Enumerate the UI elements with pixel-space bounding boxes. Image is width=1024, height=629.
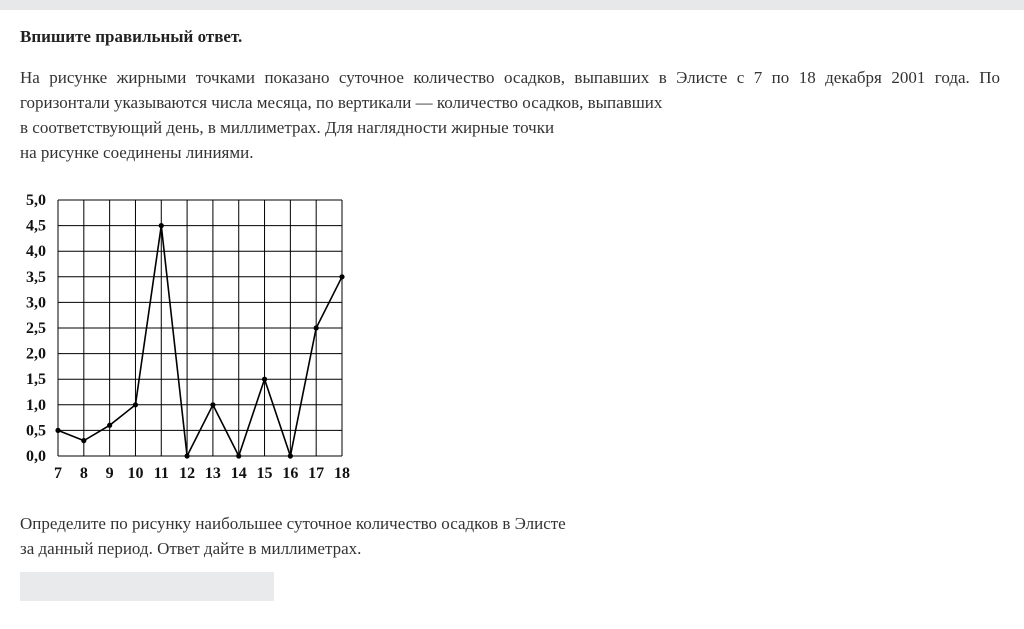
precipitation-chart	[18, 190, 363, 490]
data-point	[184, 453, 189, 458]
question-line-2: горизонтали указываются числа месяца, по вертикали — количество осадков, выпавших	[20, 93, 663, 112]
x-tick-label: 11	[153, 465, 169, 482]
y-tick-label: 0,5	[26, 422, 46, 440]
task-line-2: за данный период. Ответ дайте в миллиметрах.	[20, 539, 362, 558]
x-tick-label: 10	[127, 465, 144, 482]
x-tick-label: 13	[204, 465, 221, 482]
task-text	[20, 511, 566, 561]
y-tick-label: 4,0	[26, 243, 46, 261]
y-tick-label: 1,0	[26, 396, 46, 414]
answer-input[interactable]	[20, 572, 274, 601]
x-tick-label: 16	[282, 465, 299, 482]
data-point	[210, 402, 215, 407]
y-tick-label: 2,5	[26, 320, 46, 337]
y-tick-label: 1,5	[26, 371, 46, 389]
series-line	[58, 226, 342, 456]
data-point	[339, 274, 344, 279]
x-tick-label: 12	[179, 465, 196, 482]
data-point	[81, 438, 86, 443]
question-line-3: в соответствующий день, в миллиметрах. Для наглядности жирные точки	[20, 118, 555, 137]
task-line-1: Определите по рисунку наибольшее суточное количество осадков в Элисте	[20, 514, 566, 533]
x-tick-label: 18	[334, 465, 350, 482]
data-point	[262, 377, 267, 382]
data-point	[288, 453, 293, 458]
question-line-4: на рисунке соединены линиями.	[20, 143, 254, 162]
y-tick-label: 4,5	[26, 217, 46, 235]
y-tick-label: 2,0	[26, 345, 46, 363]
y-tick-label: 3,0	[26, 294, 46, 312]
x-tick-label: 9	[105, 465, 114, 482]
data-point	[133, 402, 138, 407]
data-point	[107, 423, 112, 428]
data-point	[55, 428, 60, 433]
x-tick-label: 8	[79, 465, 88, 482]
x-tick-label: 17	[308, 465, 325, 482]
top-bar	[0, 0, 1024, 10]
x-tick-label: 15	[256, 465, 273, 482]
data-point	[159, 223, 164, 228]
y-tick-label: 5,0	[26, 192, 46, 209]
x-tick-label: 14	[230, 465, 247, 482]
data-point	[314, 325, 319, 330]
question-text	[20, 65, 1000, 165]
instruction-heading: Впишите правильный ответ.	[20, 27, 243, 46]
chart-svg	[18, 190, 363, 485]
y-tick-label: 3,5	[26, 268, 46, 286]
data-point	[236, 453, 241, 458]
y-tick-label: 0,0	[26, 448, 46, 465]
question-line-1: На рисунке жирными точками показано суточное количество осадков, выпавших в Элисте с 7 по 18 декабря 2001 года. По	[20, 68, 1000, 87]
x-tick-label: 7	[54, 465, 62, 482]
